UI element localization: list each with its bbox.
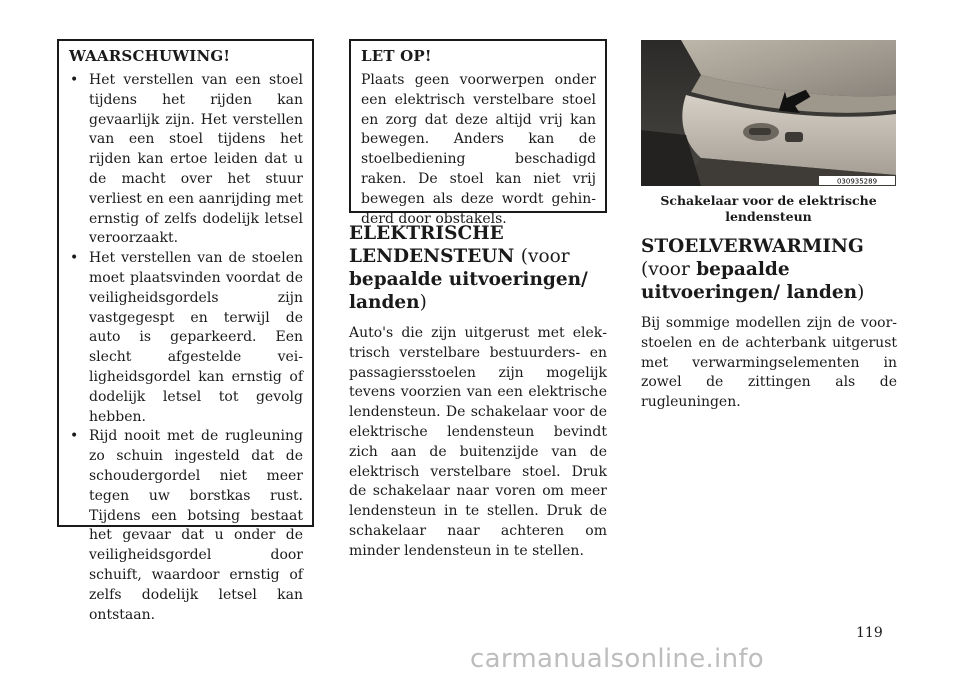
- heating-text: Bij sommige modellen zijn de voorstoelen en de achterbank uitgerust met verwarmingselementen in zowel de zittingen als de rugleuningen.: [641, 315, 897, 411]
- caution-text: Plaats geen voorwerpen onder een elektrisch verstelbare stoel en zorg dat deze altijd vrij kan bewegen. Anders kan de stoelbediening beschadigd raken. De stoel kan niet vrij bewegen als deze wordt gehinderd door obstakels.: [361, 72, 596, 227]
- heating-section: [641, 235, 897, 413]
- lumbar-section: [349, 222, 607, 562]
- page-number: 119: [856, 625, 883, 641]
- warning-list: [69, 71, 303, 625]
- figure-code: 030935289: [836, 177, 878, 186]
- heating-heading: STOELVERWARMING (voor bepaalde uitvoeringen/ landen): [641, 236, 865, 303]
- lumbar-switch-photo: [641, 40, 896, 186]
- caution-box: [349, 39, 607, 227]
- figure-caption: Schakelaar voor de elektrische lendensteun: [660, 193, 877, 224]
- warning-item: [69, 71, 303, 249]
- warning-item-text: Het verstellen van de stoelen moet plaatsvinden voordat de veiligheidsgordels zijn vastgegespt en terwijl de auto is geparkeerd. Een slecht afgestelde veiligheidsgordel kan ernstig of dodelijk letsel tot gevolg hebben.: [89, 250, 303, 425]
- watermark: carmanualsonline.info: [470, 644, 765, 674]
- warning-item: [69, 427, 303, 625]
- warning-box: [57, 39, 314, 623]
- caution-title: LET OP!: [361, 47, 432, 65]
- seat-image: [641, 40, 896, 186]
- bullet-icon: •: [70, 250, 79, 267]
- bullet-icon: •: [70, 428, 79, 445]
- warning-item-text: Rijd nooit met de rugleuning zo schuin ingesteld dat de schoudergordel niet meer tegen uw borstkas rust. Tijdens een botsing bestaat het gevaar dat u onder de veiligheidsgordel door schuift, waardoor ernstig of zelfs dodelijk letsel kan ontstaan.: [89, 428, 303, 623]
- warning-item-text: Het verstellen van een stoel tijdens het rijden kan gevaarlijk zijn. Het verstellen van een stoel tijdens het rijden kan ertoe leiden dat u de macht over het stuur verliest en een aanrijding met ernstig of zelfs dodelijk letsel veroorzaakt.: [89, 72, 303, 247]
- lumbar-text: Auto's die zijn uitgerust met elektrisch verstelbare bestuurders- en passagiersstoelen zijn mogelijk tevens voorzien van een elektrische lendensteun. De schakelaar voor de elektrische lendensteun bevindt zich aan de buitenzijde van de elektrisch verstelbare stoel. Druk de schakelaar naar voren om meer lendensteun in te stellen. Druk de schakelaar naar achteren om minder lendensteun in te stellen.: [349, 325, 607, 559]
- warning-item: [69, 249, 303, 427]
- lumbar-heading: ELEKTRISCHE LENDENSTEUN (voor bepaalde uitvoeringen/ landen): [349, 223, 588, 313]
- warning-title: WAARSCHUWING!: [69, 47, 231, 65]
- bullet-icon: •: [70, 72, 79, 88]
